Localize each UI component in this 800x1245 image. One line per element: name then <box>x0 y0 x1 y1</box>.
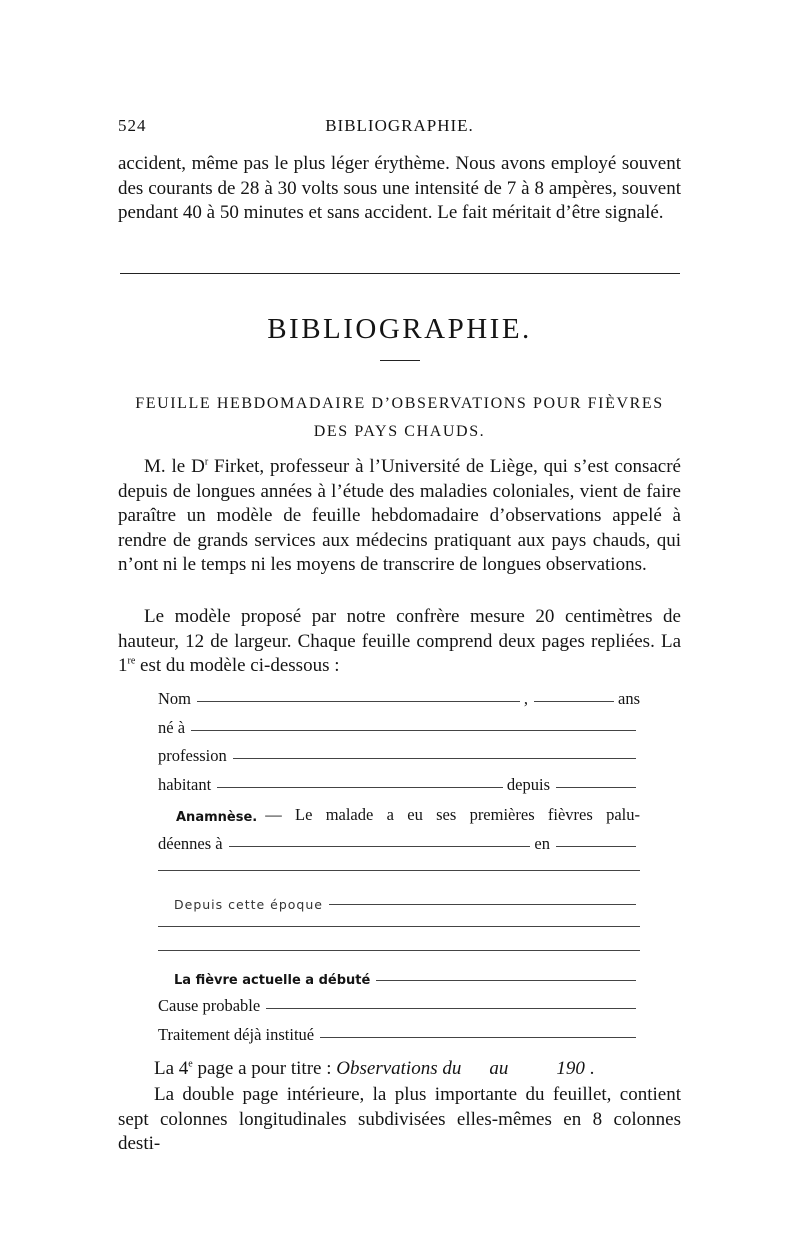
paragraph-4-italic-3: 190 <box>556 1058 585 1079</box>
paragraph-4-end: . <box>584 1058 595 1079</box>
form-line-dennes <box>158 828 640 854</box>
section-title: BIBLIOGRAPHIE. <box>267 313 532 345</box>
body-paragraph-firket <box>118 455 681 578</box>
form-label-nom: Nom <box>158 689 191 708</box>
form-blank <box>329 904 636 905</box>
form-line-depuis-epoque <box>158 886 640 912</box>
form-blank <box>229 846 531 847</box>
form-label-depuis: depuis <box>506 775 550 794</box>
form-blank <box>320 1037 636 1038</box>
paragraph-3-suffix: est du modèle ci-dessous : <box>135 655 340 676</box>
form-blank <box>556 846 636 847</box>
form-label-profession: profession <box>158 746 227 765</box>
body-paragraph-page-4 <box>154 1057 681 1082</box>
body-paragraph-double-page: La double page intérieure, la plus importante du feuillet, contient sept colonnes longitudinales subdivisées elles-mêmes en 8 colonnes desti- <box>118 1084 681 1154</box>
paragraph-4-italic-2: au <box>489 1058 509 1079</box>
form-line-nom <box>158 683 640 709</box>
form-blank <box>534 701 614 702</box>
paragraph-2-sup: r <box>204 456 209 468</box>
running-title: BIBLIOGRAPHIE. <box>325 116 474 135</box>
form-line-anamnese <box>158 799 640 825</box>
paragraph-4-italic-1: Observations du <box>336 1058 462 1079</box>
form-blank <box>197 701 520 702</box>
paragraph-2-text: Firket, professeur à l’Université de Liège, qui s’est consacré depuis de longues années à l’étude des maladies coloniales, vient de faire paraître un modèle de feuille hebdomadaire d’observations appelé à rendre de grands services aux médecins pratiquant aux pays chauds, qui n’ont ni le temps ni les moyens de transcrire de longues observations. <box>118 456 681 575</box>
title-underline <box>380 360 420 361</box>
form-label-ans: ans <box>618 689 640 708</box>
form-line-cause <box>158 990 640 1016</box>
paragraph-3-text: Le modèle proposé par notre confrère mesure 20 centimètres de hauteur, 12 de largeur. Chaque feuille comprend deux pages repliées. La 1 <box>118 606 681 676</box>
form-line-ne-a <box>158 712 640 738</box>
form-label-en: en <box>534 834 550 853</box>
form-label-depuis-epoque: Depuis cette époque <box>174 897 323 912</box>
form-label-dennes: déennes à <box>158 834 223 853</box>
paragraph-3-sup: re <box>127 655 136 667</box>
form-blank <box>556 787 636 788</box>
body-paragraph-model <box>118 605 681 679</box>
form-blank-line <box>158 870 640 871</box>
review-title-line-1: FEUILLE HEBDOMADAIRE D’OBSERVATIONS POUR FIÈVRES <box>135 395 664 412</box>
form-label-traitement: Traitement déjà institué <box>158 1025 315 1044</box>
intro-paragraph: accident, même pas le plus léger érythème. Nous avons employé souvent des courants de 28 à 30 volts sous une intensité de 7 à 8 ampères, souvent pendant 40 à 50 minutes et sans accident. Le fait méritait d’être signalé. <box>118 153 681 223</box>
paragraph-4-middle: page a pour titre : <box>192 1058 337 1079</box>
paragraph-4-sup: e <box>188 1058 193 1070</box>
form-anamnese-text: — Le malade a eu ses premières fièvres palu- <box>265 805 640 824</box>
form-blank <box>233 758 636 759</box>
form-blank <box>266 1008 636 1009</box>
page-number: 524 <box>118 116 147 135</box>
review-title-line-2: DES PAYS CHAUDS. <box>313 423 486 440</box>
form-blank <box>191 730 636 731</box>
section-divider <box>120 273 680 274</box>
paragraph-4-prefix: La 4 <box>154 1058 189 1079</box>
form-blank-line <box>158 950 640 951</box>
form-line-traitement <box>158 1019 640 1045</box>
paragraph-2-prefix: M. le D <box>144 456 205 477</box>
form-label-habitant: habitant <box>158 775 212 794</box>
form-label-anamnese: Anamnèse. <box>176 810 258 825</box>
form-line-habitant <box>158 769 640 795</box>
form-label-cause: Cause probable <box>158 996 261 1015</box>
form-label-ne-a: né à <box>158 718 186 737</box>
form-separator: , <box>523 689 528 708</box>
form-blank <box>376 980 636 981</box>
form-line-fievre <box>158 962 640 988</box>
form-line-profession <box>158 740 640 766</box>
running-header <box>118 116 681 140</box>
form-blank-line <box>158 926 640 927</box>
form-blank <box>217 787 503 788</box>
form-label-fievre: La fièvre actuelle a débuté <box>174 973 371 988</box>
